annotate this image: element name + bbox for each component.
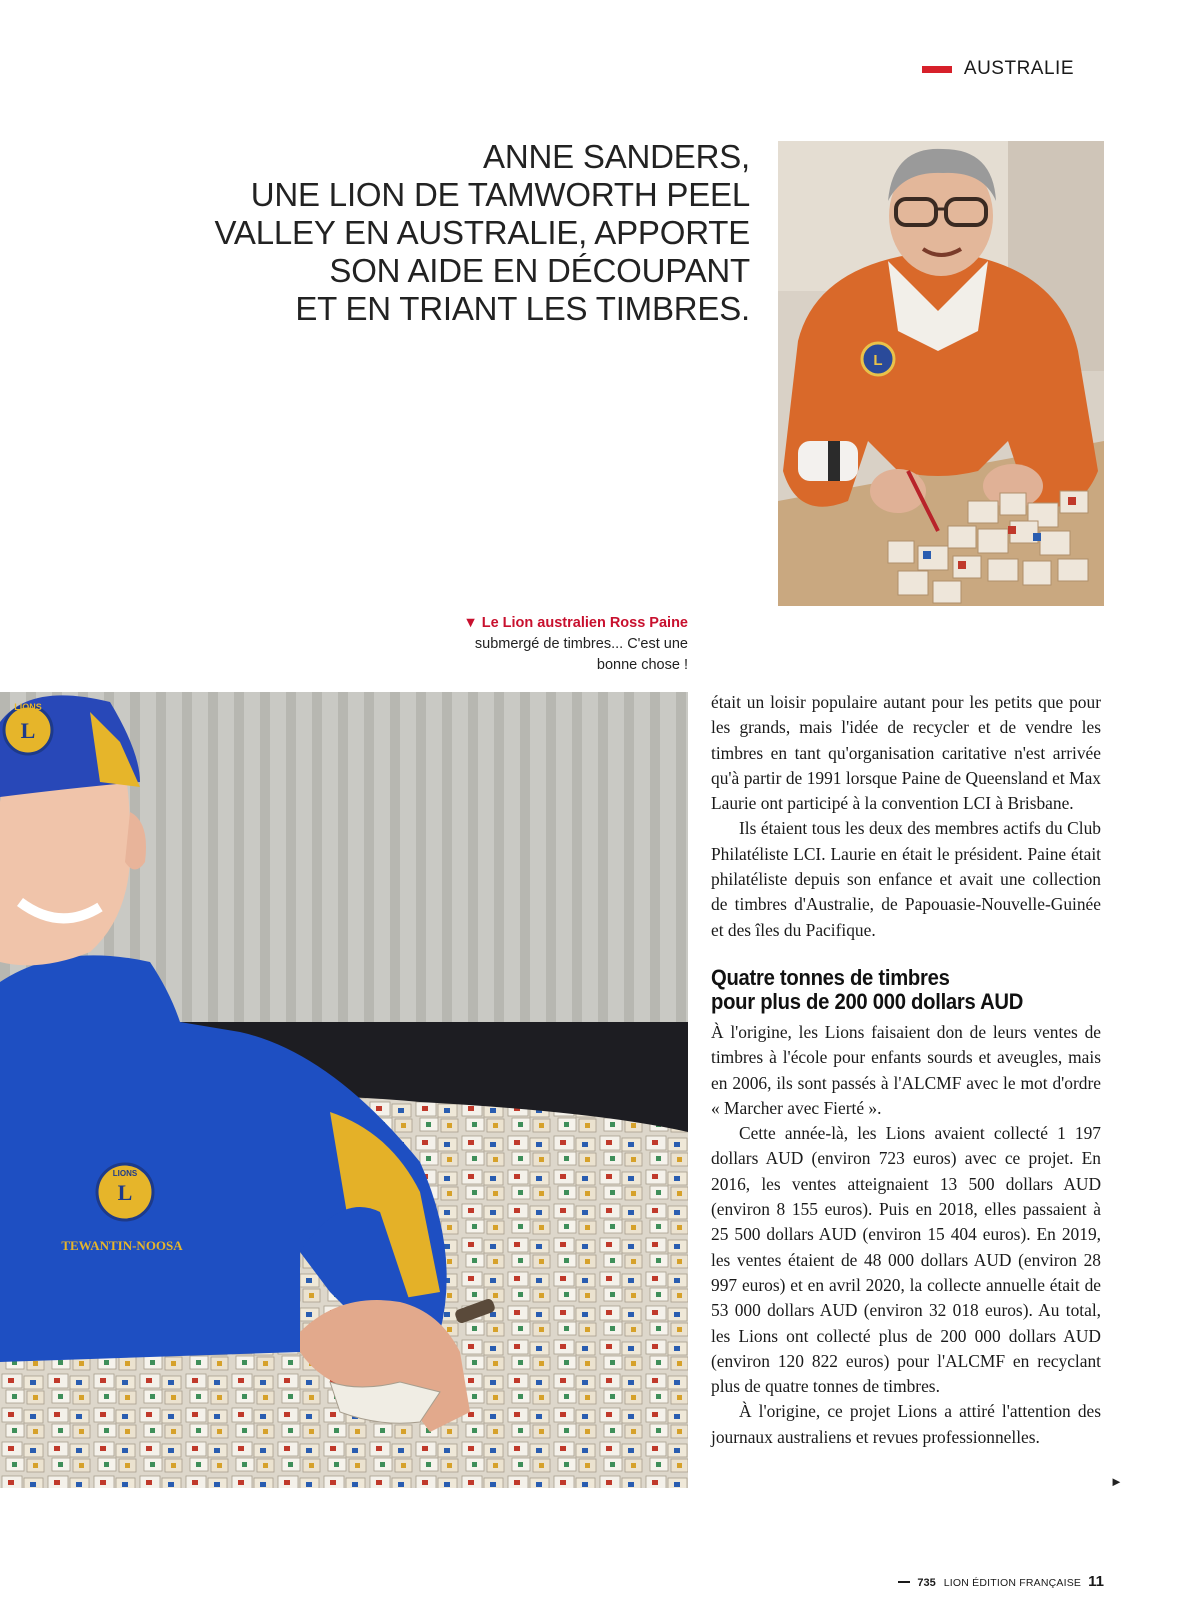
section-label: AUSTRALIE <box>963 58 1074 79</box>
pull-quote-line: SON AIDE EN DÉCOUPANT <box>329 252 750 289</box>
photo-ross-paine <box>0 692 688 1488</box>
footer-issue-number: 735 <box>917 1577 936 1589</box>
subheading-line: Quatre tonnes de timbres <box>711 964 950 990</box>
cap-emblem-text: LIONS <box>14 702 42 712</box>
photo-caption <box>448 613 688 676</box>
footer-publication: LION ÉDITION FRANÇAISE <box>943 1577 1082 1589</box>
pull-quote-line: ET EN TRIANT LES TIMBRES. <box>295 290 750 327</box>
pull-quote <box>190 138 750 328</box>
svg-text:L: L <box>117 1180 133 1205</box>
subheading-line: pour plus de 200 000 dollars AUD <box>711 988 1024 1014</box>
photo-anne-sanders <box>778 141 1104 606</box>
page-footer <box>898 1573 1104 1590</box>
article-body <box>711 690 1101 1450</box>
article-paragraph: À l'origine, ce projet Lions a attiré l'attention des journaux australiens et revues professionnelles. <box>711 1401 1101 1447</box>
article-subheading <box>711 966 1107 1014</box>
shirt-badge-text: LIONS <box>112 1169 138 1178</box>
footer-dash <box>898 1581 910 1583</box>
continue-arrow-icon: ► <box>1110 1474 1123 1489</box>
pull-quote-line: ANNE SANDERS, <box>483 138 750 175</box>
footer-page-number: 11 <box>1088 1573 1104 1590</box>
pull-quote-line: UNE LION DE TAMWORTH PEEL <box>250 176 750 213</box>
section-accent-bar <box>922 66 952 73</box>
article-paragraph: était un loisir populaire autant pour les petits que pour les grands, mais l'idée de recycler et de vendre les timbres en tant qu'organisation caritative n'est arrivée qu'à partir de 1991 lorsque Paine de Queensland et Max Laurie ont participé à la convention LCI à Brisbane. <box>711 692 1101 814</box>
shirt-club-text: TEWANTIN-NOOSA <box>61 1238 183 1253</box>
pull-quote-line: VALLEY EN AUSTRALIE, APPORTE <box>214 214 750 251</box>
caption-highlight: Le Lion australien Ross Paine <box>481 615 688 631</box>
anne-shirt-badge: L <box>873 352 883 369</box>
section-tag <box>922 58 1074 80</box>
article-paragraph: À l'origine, les Lions faisaient don de leurs ventes de timbres à l'école pour enfants sourds et aveugles, mais en 2006, ils sont passés à l'ALCMF avec le mot d'ordre « Marcher avec Fierté ». <box>711 1021 1101 1118</box>
caption-text: submergé de timbres... C'est une bonne chose ! <box>474 636 688 673</box>
caption-marker-icon: ▼ <box>463 615 478 631</box>
cap-emblem-letter: L <box>20 718 36 743</box>
article-paragraph: Ils étaient tous les deux des membres actifs du Club Philatéliste LCI. Laurie en était le président. Paine était philatéliste depuis son enfance et avait une collection de timbres d'Australie, de Papouasie-Nouvelle-Guinée et des îles du Pacifique. <box>711 818 1101 940</box>
article-paragraph: Cette année-là, les Lions avaient collecté 1 197 dollars AUD (environ 723 euros) avec ce projet. En 2016, les ventes atteignaient 13 500 dollars AUD (environ 8 155 euros). Puis en 2018, elles passaient à 25 500 dollars AUD (environ 15 404 euros). En 2019, les ventes étaient de 48 000 dollars AUD (environ 28 997 euros) et en avril 2020, la collecte annuelle était de 53 000 dollars AUD (environ 32 018 euros). Au total, les Lions ont collecté plus de 200 000 dollars AUD (environ 120 822 euros) pour l'ALCMF en recyclant plus de quatre tonnes de timbres. <box>711 1123 1101 1397</box>
